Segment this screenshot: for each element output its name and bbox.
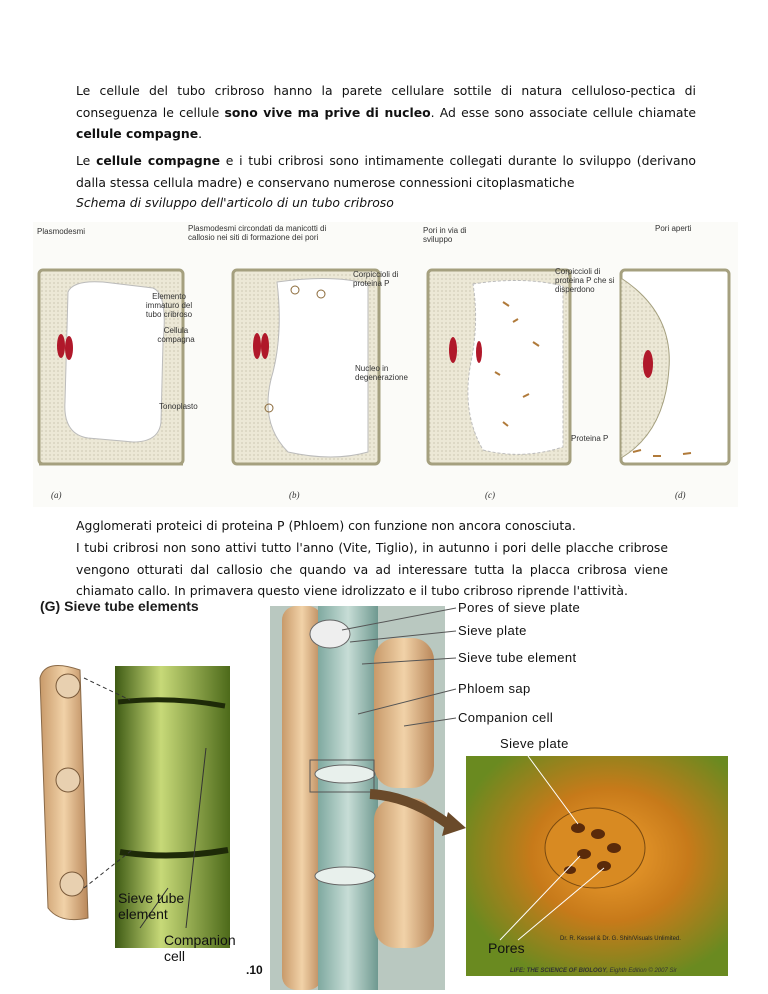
label-nucleo-degenerazione: Nucleo in degenerazione [355, 364, 408, 382]
label-pores-of-sieve-plate: Pores of sieve plate [458, 600, 581, 615]
page-number: .10 [246, 963, 263, 977]
label-sieve-tube-element-micro: Sieve tube element [118, 890, 185, 922]
label-plasmodesmi: Plasmodesmi [37, 227, 86, 236]
schema-title: Schema di sviluppo dell'articolo di un tubo cribroso [76, 195, 394, 210]
protein-p-note: Agglomerati proteici di proteina P (Phloem) con funzione non ancora conosciuta. [76, 518, 576, 533]
label-companion-cell-micro: Companion cell [164, 932, 236, 964]
intro-paragraph: Le cellule del tubo cribroso hanno la parete cellulare sottile di natura celluloso-pectica di conseguenza le cellule sono vive ma prive di nucleo. Ad esse sono associate cellule chiamate cellule compagne. [76, 83, 696, 141]
label-pori-aperti: Pori aperti [655, 224, 692, 233]
sieve-tube-figure [0, 598, 768, 994]
label-sem-sieve-plate: Sieve plate [500, 736, 569, 751]
label-corpiccioli-disperdono: Corpiccioli di proteina P che si disperdono [555, 267, 615, 294]
panel-d-cells [621, 270, 729, 464]
panel-d-label: (d) [675, 490, 686, 500]
label-corpiccioli: Corpiccioli di proteina P [353, 270, 399, 288]
panel-b-label: (b) [289, 490, 300, 500]
label-companion-cell: Companion cell [458, 710, 554, 725]
label-phloem-sap: Phloem sap [458, 681, 531, 696]
figure-title: (G) Sieve tube elements [40, 598, 199, 614]
bold-phrase: sono vive ma prive di nucleo [224, 104, 431, 120]
development-schema-figure [33, 222, 738, 507]
label-cellula-compagna: Cellula compagna [157, 326, 195, 344]
label-sieve-tube-element: Sieve tube element [458, 650, 577, 665]
label-pores: Pores [488, 940, 525, 956]
label-sieve-plate: Sieve plate [458, 623, 527, 638]
bold-term: cellule compagne [76, 126, 199, 141]
image-credit: Dr. R. Kessel & Dr. G. Shih/Visuals Unlimited. [560, 936, 681, 942]
label-elemento-immaturo: Elemento immaturo del tubo cribroso [145, 292, 193, 319]
bold-term: cellule compagne [96, 153, 220, 168]
label-proteina-p: Proteina P [571, 434, 609, 443]
source-footer: LIFE: THE SCIENCE OF BIOLOGY, Eighth Edition © 2007 Sir [510, 968, 677, 974]
label-tonoplasto: Tonoplasto [159, 402, 198, 411]
companion-paragraph: Le cellule compagne e i tubi cribrosi sono intimamente collegati durante lo sviluppo (derivano dalla stessa cellula madre) e conservano numerose connessioni citoplasmatiche [76, 153, 697, 190]
seasonal-paragraph: I tubi cribrosi non sono attivi tutto l'anno (Vite, Tiglio), in autunno i pori delle placche cribrose vengono otturati dal callosio che quando va ad interessare tutta la placca cribrosa viene chiamato callo. In primavera questo viene idrolizzato e il tubo cribroso riprende l'attività. [76, 540, 668, 598]
panel-a-label: (a) [51, 490, 62, 500]
panel-c-cells [428, 270, 570, 464]
sieve-tube-illustration [0, 598, 768, 994]
label-plasmodesmi-circondati: Plasmodesmi circondati da manicotti di callosio nei siti di formazione dei pori [188, 224, 327, 242]
panel-c-label: (c) [485, 490, 495, 500]
label-pori-sviluppo: Pori in via di sviluppo [423, 226, 467, 244]
